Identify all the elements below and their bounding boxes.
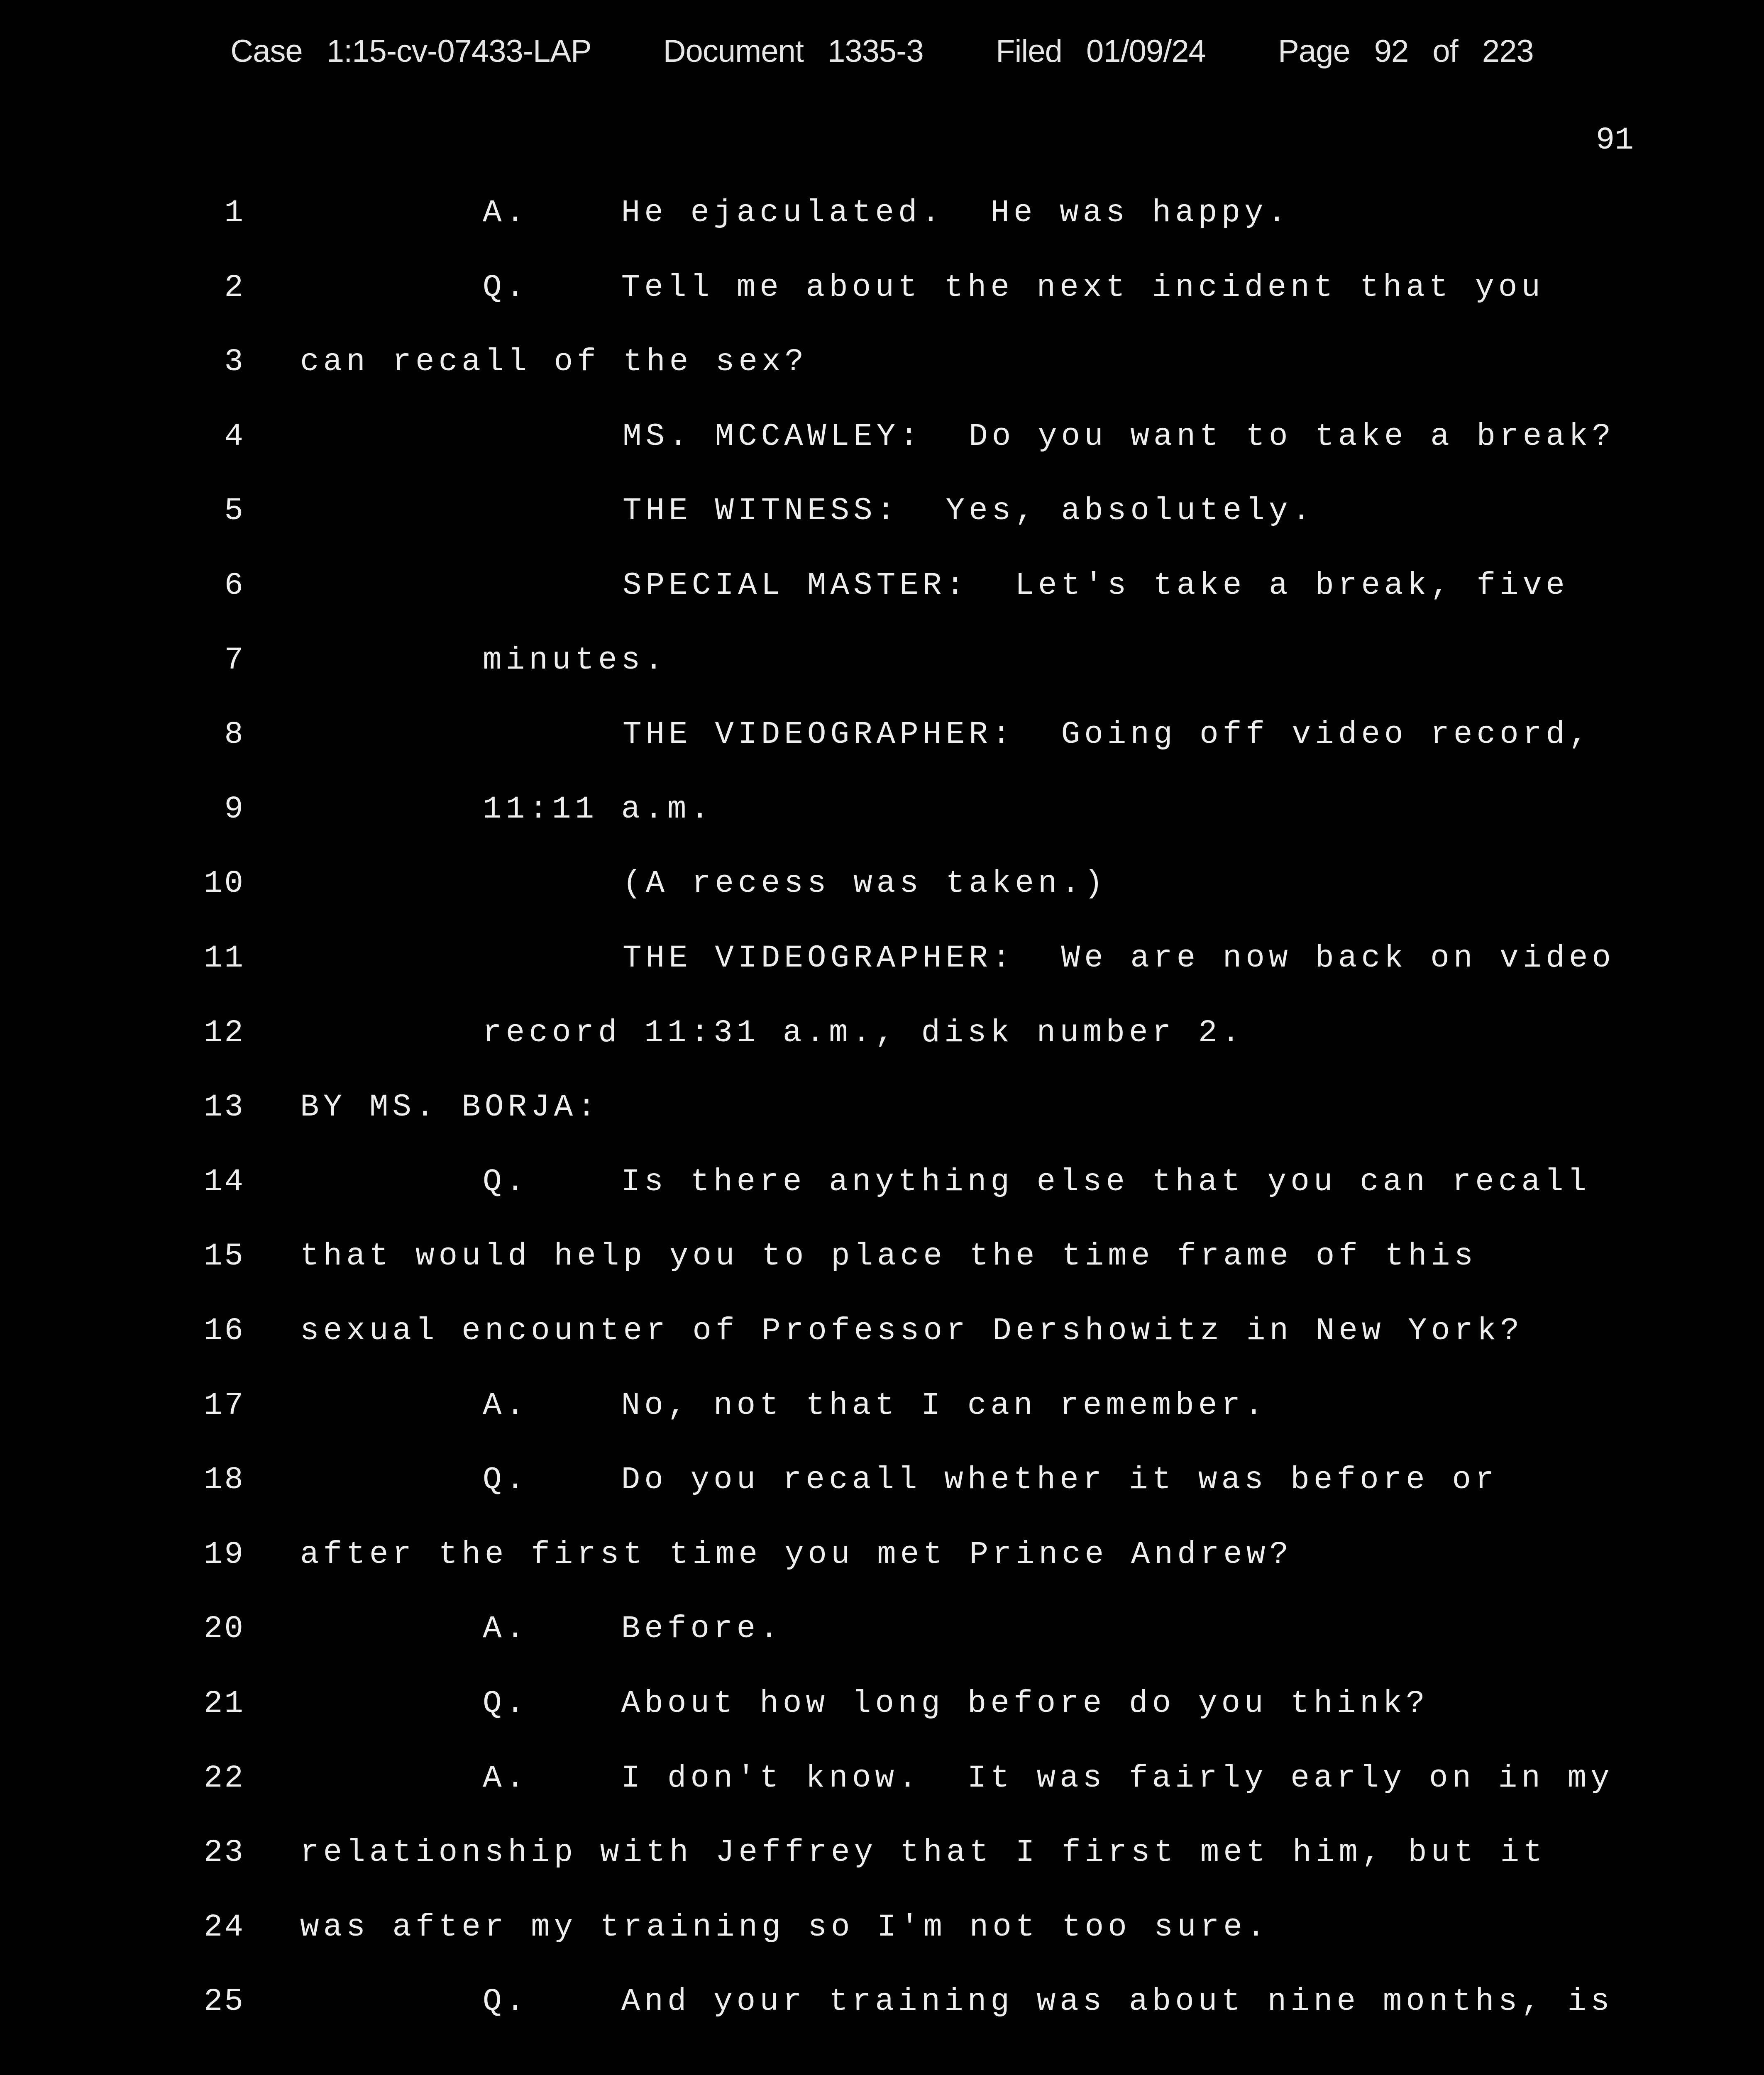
line-number: 6 [224, 568, 245, 603]
line-text: Q. Do you recall whether it was before or [483, 1462, 1498, 1498]
line-number: 14 [203, 1164, 245, 1200]
transcript-line [0, 1313, 1764, 1388]
line-text: A. No, not that I can remember. [483, 1387, 1268, 1423]
line-text: A. Before. [483, 1611, 783, 1647]
line-text: Q. Tell me about the next incident that you [483, 269, 1544, 305]
transcript-line [0, 642, 1764, 717]
line-text: can recall of the sex? [300, 344, 808, 380]
transcript-line [0, 1388, 1764, 1462]
line-text: A. I don't know. It was fairly early on in my [483, 1760, 1614, 1796]
transcript-line [0, 1611, 1764, 1686]
transcript-line [0, 1238, 1764, 1313]
transcript-line [0, 195, 1764, 270]
transcript-line [0, 1015, 1764, 1090]
line-number: 5 [224, 493, 245, 529]
line-text: relationship with Jeffrey that I first met him, but it [300, 1835, 1547, 1871]
transcript-line [0, 1760, 1764, 1835]
line-text: after the first time you met Prince Andrew? [300, 1536, 1293, 1572]
transcript-line [0, 568, 1764, 642]
line-number: 12 [203, 1015, 245, 1051]
transcript-line [0, 1686, 1764, 1760]
line-text: Q. Is there anything else that you can recall [483, 1164, 1591, 1200]
line-text: 11:11 a.m. [483, 791, 714, 827]
line-number: 13 [203, 1089, 245, 1125]
line-number: 7 [224, 642, 245, 678]
line-number: 9 [224, 791, 245, 827]
line-number: 16 [203, 1313, 245, 1349]
line-text: sexual encounter of Professor Dershowitz in New York? [300, 1313, 1524, 1349]
line-number: 21 [203, 1686, 245, 1721]
line-text: was after my training so I'm not too sure. [300, 1909, 1270, 1945]
line-number: 15 [203, 1238, 245, 1274]
transcript-line [0, 419, 1764, 493]
line-text: A. He ejaculated. He was happy. [483, 195, 1291, 231]
line-number: 25 [203, 1984, 245, 2020]
line-text: SPECIAL MASTER: Let's take a break, five [623, 568, 1569, 603]
line-number: 20 [203, 1611, 245, 1647]
transcript-line [0, 493, 1764, 568]
line-number: 3 [224, 344, 245, 380]
document-header: Case 1:15-cv-07433-LAP Document 1335-3 Filed 01/09/24 Page 92 of 223 [230, 34, 1534, 69]
line-number: 4 [224, 418, 245, 454]
line-text: Q. About how long before do you think? [483, 1686, 1429, 1721]
transcript-line [0, 1164, 1764, 1239]
line-number: 8 [224, 717, 245, 753]
transcript-page-number: 91 [1595, 122, 1634, 158]
transcript-line [0, 866, 1764, 940]
transcript-line [0, 270, 1764, 344]
line-number: 24 [203, 1909, 245, 1945]
line-number: 11 [203, 940, 245, 976]
line-number: 23 [203, 1835, 245, 1871]
transcript-line [0, 791, 1764, 866]
line-number: 17 [203, 1387, 245, 1423]
transcript-line [0, 1537, 1764, 1611]
line-number: 19 [203, 1536, 245, 1572]
line-text: THE WITNESS: Yes, absolutely. [623, 493, 1315, 529]
line-text: minutes. [483, 642, 667, 678]
line-number: 1 [224, 195, 245, 231]
line-text: BY MS. BORJA: [300, 1089, 600, 1125]
line-text: (A recess was taken.) [623, 866, 1107, 902]
transcript-line [0, 344, 1764, 419]
transcript-line [0, 1984, 1764, 2058]
line-text: MS. MCCAWLEY: Do you want to take a break? [623, 418, 1615, 454]
line-number: 10 [203, 866, 245, 902]
line-text: record 11:31 a.m., disk number 2. [483, 1015, 1245, 1051]
transcript-line [0, 1835, 1764, 1909]
line-text: that would help you to place the time frame of this [300, 1238, 1477, 1274]
transcript-line [0, 940, 1764, 1015]
line-number: 2 [224, 269, 245, 305]
transcript-line [0, 1909, 1764, 1984]
line-text: THE VIDEOGRAPHER: We are now back on video [623, 940, 1615, 976]
transcript-line [0, 717, 1764, 791]
transcript-line [0, 1089, 1764, 1164]
line-text: THE VIDEOGRAPHER: Going off video record, [623, 717, 1592, 753]
line-text: Q. And your training was about nine months, is [483, 1984, 1614, 2020]
transcript-line [0, 1462, 1764, 1537]
line-number: 22 [203, 1760, 245, 1796]
line-number: 18 [203, 1462, 245, 1498]
